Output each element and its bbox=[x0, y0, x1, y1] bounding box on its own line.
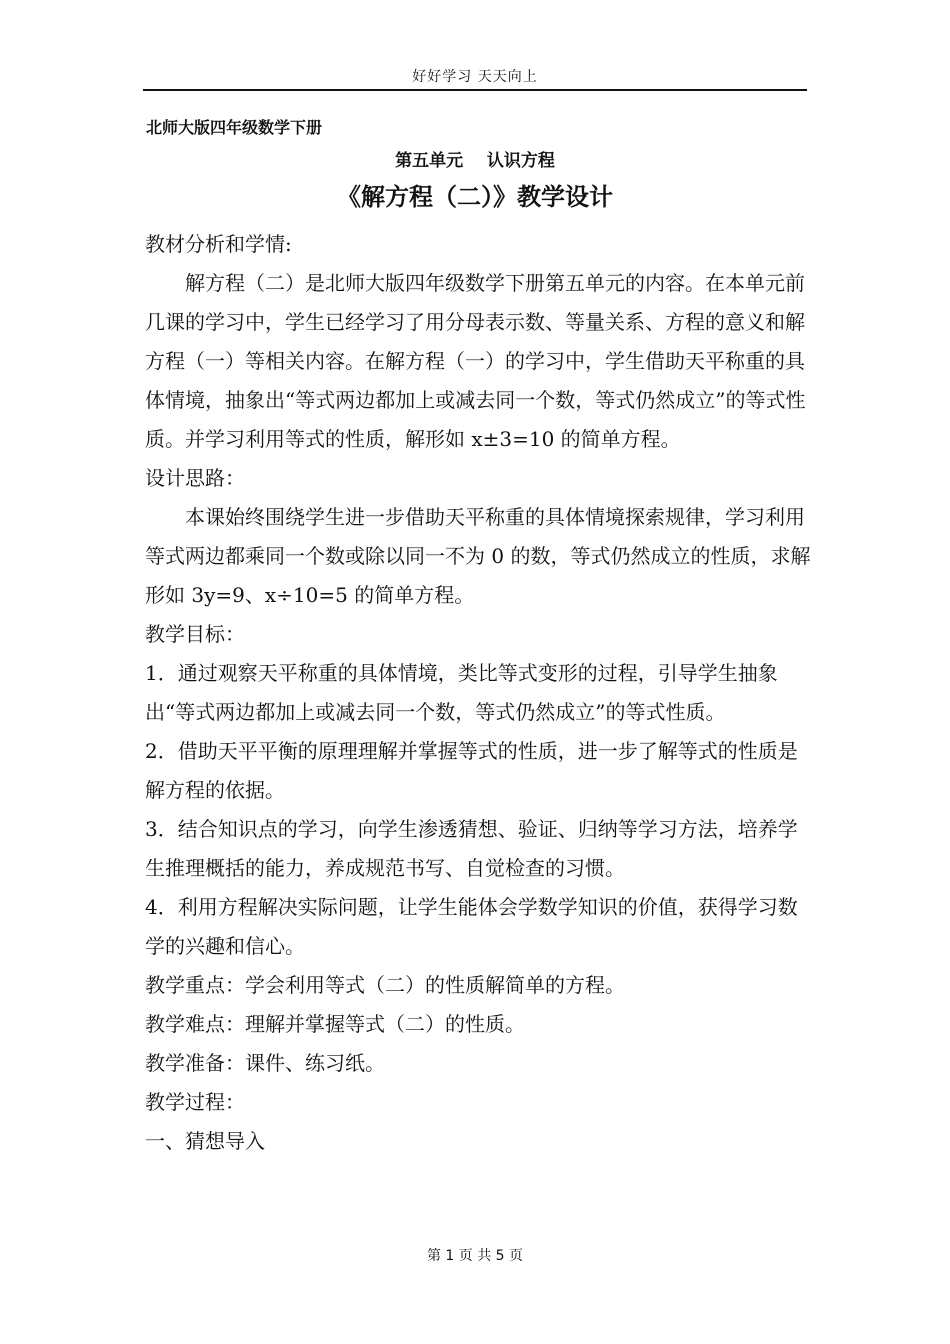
difficult-point: 教学难点：理解并掌握等式（二）的性质。 bbox=[145, 1012, 525, 1036]
goal-item: 3．结合知识点的学习，向学生渗透猜想、验证、归纳等学习方法，培养学生推理概括的能力，养成规范书写、自觉检查的习惯。 bbox=[145, 817, 798, 880]
goals-heading: 教学目标： bbox=[145, 622, 245, 646]
preparation: 教学准备：课件、练习纸。 bbox=[145, 1051, 385, 1075]
unit-title: 第五单元 认识方程 bbox=[395, 151, 555, 171]
design-paragraph: 本课始终围绕学生进一步借助天平称重的具体情境探索规律，学习利用等式两边都乘同一个数或除以同一不为 0 的数，等式仍然成立的性质，求解形如 3y=9、x÷10=5 的简单方程。 bbox=[145, 505, 811, 607]
lesson-title: 《解方程（二）》教学设计 bbox=[337, 183, 613, 211]
header-divider bbox=[143, 89, 807, 91]
analysis-paragraph: 解方程（二）是北师大版四年级数学下册第五单元的内容。在本单元前几课的学习中，学生已经学习了用分母表示数、等量关系、方程的意义和解方程（一）等相关内容。在解方程（一）的学习中，学生借助天平称重的具体情境，抽象出“等式两边都加上或减去同一个数，等式仍然成立”的等式性质。并学习利用等式的性质，解形如 x±3=10 的简单方程。 bbox=[145, 271, 806, 451]
process-step-heading: 一、猜想导入 bbox=[145, 1129, 265, 1153]
document-body bbox=[145, 225, 815, 1161]
goal-item: 4．利用方程解决实际问题，让学生能体会学数学知识的价值，获得学习数学的兴趣和信心。 bbox=[145, 895, 798, 958]
goal-item: 1．通过观察天平称重的具体情境，类比等式变形的过程，引导学生抽象出“等式两边都加上或减去同一个数，等式仍然成立”的等式性质。 bbox=[145, 661, 778, 724]
page-footer: 第 1 页 共 5 页 bbox=[426, 1248, 524, 1264]
process-heading: 教学过程： bbox=[145, 1090, 245, 1114]
analysis-heading: 教材分析和学情: bbox=[145, 232, 292, 256]
key-point: 教学重点：学会利用等式（二）的性质解简单的方程。 bbox=[145, 973, 625, 997]
page-header: 好好学习 天天向上 bbox=[412, 69, 538, 85]
goal-item: 2．借助天平平衡的原理理解并掌握等式的性质，进一步了解等式的性质是解方程的依据。 bbox=[145, 739, 798, 802]
book-title: 北师大版四年级数学下册 bbox=[146, 118, 323, 137]
design-heading: 设计思路： bbox=[145, 466, 245, 490]
